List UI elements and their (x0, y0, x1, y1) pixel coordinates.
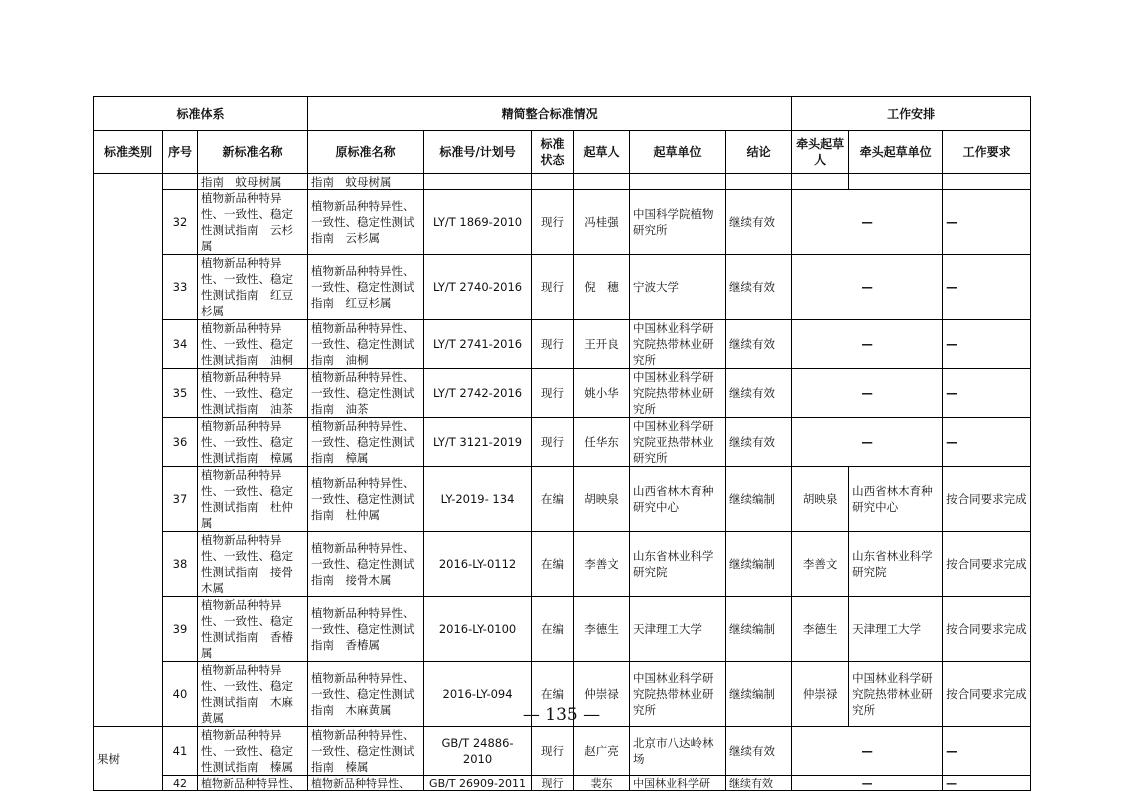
cell-drafter: 赵广亮 (574, 727, 630, 776)
cell-seq: 42 (163, 776, 198, 791)
cell-number: GB/T 24886-2010 (424, 727, 532, 776)
cell-new-name: 植物新品种特异性、 (198, 776, 308, 791)
col-orig-name: 原标准名称 (308, 131, 424, 174)
cell-seq: 36 (163, 418, 198, 467)
cell-seq (163, 174, 198, 190)
cell-seq: 34 (163, 320, 198, 369)
cell-conclusion: 继续编制 (726, 532, 792, 597)
cell-unit (630, 174, 726, 190)
cell-requirement: — (943, 727, 1031, 776)
col-status: 标准状态 (532, 131, 574, 174)
cell-lead-unit: 山西省林木育种研究中心 (849, 467, 943, 532)
cell-conclusion: 继续有效 (726, 320, 792, 369)
cell-status: 在编 (532, 467, 574, 532)
table-row (94, 597, 1031, 662)
cell-unit: 中国林业科学研究院热带林业研究所 (630, 369, 726, 418)
col-category: 标准类别 (94, 131, 163, 174)
cell-unit: 山东省林业科学研究院 (630, 532, 726, 597)
cell-new-name: 植物新品种特异性、一致性、稳定性测试指南 木麻黄属 (198, 662, 308, 727)
category-cell: 果树 (94, 727, 163, 791)
table-row (94, 320, 1031, 369)
table-row (94, 255, 1031, 320)
cell-seq: 40 (163, 662, 198, 727)
cell-requirement: — (943, 418, 1031, 467)
cell-drafter: 李善文 (574, 532, 630, 597)
cell-number: LY/T 3121-2019 (424, 418, 532, 467)
cell-conclusion: 继续有效 (726, 727, 792, 776)
cell-unit: 中国林业科学研究院亚热带林业研究所 (630, 418, 726, 467)
table-row (94, 418, 1031, 467)
cell-lead-drafter: — (792, 776, 943, 791)
cell-seq: 37 (163, 467, 198, 532)
cell-number: 2016-LY-0100 (424, 597, 532, 662)
cell-unit: 北京市八达岭林场 (630, 727, 726, 776)
cell-requirement: 按合同要求完成 (943, 467, 1031, 532)
header-consolidation: 精简整合标准情况 (308, 97, 792, 131)
cell-number: LY/T 2742-2016 (424, 369, 532, 418)
cell-conclusion: 继续有效 (726, 190, 792, 255)
cell-conclusion: 继续编制 (726, 662, 792, 727)
cell-lead-drafter: 李德生 (792, 597, 849, 662)
cell-drafter (574, 174, 630, 190)
cell-orig-name: 植物新品种特异性、一致性、稳定性测试指南 木麻黄属 (308, 662, 424, 727)
cell-status: 在编 (532, 532, 574, 597)
cell-conclusion: 继续有效 (726, 418, 792, 467)
cell-orig-name: 植物新品种特异性、一致性、稳定性测试指南 云杉属 (308, 190, 424, 255)
cell-lead-drafter: 李善文 (792, 532, 849, 597)
cell-drafter: 王开良 (574, 320, 630, 369)
cell-requirement: — (943, 255, 1031, 320)
col-lead-unit: 牵头起草单位 (849, 131, 943, 174)
page-number: — 135 — (522, 705, 601, 725)
cell-requirement: 按合同要求完成 (943, 597, 1031, 662)
category-cell (94, 174, 163, 727)
cell-unit: 中国林业科学研究院热带林业研究所 (630, 320, 726, 369)
cell-seq: 41 (163, 727, 198, 776)
cell-lead-unit: 中国林业科学研究院热带林业研究所 (849, 662, 943, 727)
cell-status: 现行 (532, 727, 574, 776)
cell-number: 2016-LY-094 (424, 662, 532, 727)
col-requirement: 工作要求 (943, 131, 1031, 174)
col-seq: 序号 (163, 131, 198, 174)
cell-new-name: 植物新品种特异性、一致性、稳定性测试指南 红豆杉属 (198, 255, 308, 320)
cell-status: 现行 (532, 369, 574, 418)
cell-orig-name: 植物新品种特异性、一致性、稳定性测试指南 油桐 (308, 320, 424, 369)
cell-orig-name: 指南 蚊母树属 (308, 174, 424, 190)
standards-table (93, 96, 1031, 791)
cell-orig-name: 植物新品种特异性、一致性、稳定性测试指南 红豆杉属 (308, 255, 424, 320)
header-work-arrangement: 工作安排 (792, 97, 1031, 131)
cell-requirement: — (943, 190, 1031, 255)
cell-lead-drafter: — (792, 727, 943, 776)
table-row (94, 190, 1031, 255)
cell-drafter: 倪 穗 (574, 255, 630, 320)
cell-status (532, 174, 574, 190)
cell-requirement: — (943, 369, 1031, 418)
cell-requirement: 按合同要求完成 (943, 662, 1031, 727)
cell-conclusion: 继续编制 (726, 467, 792, 532)
cell-unit: 山西省林木育种研究中心 (630, 467, 726, 532)
cell-lead-drafter: 胡映泉 (792, 467, 849, 532)
cell-number: LY-2019- 134 (424, 467, 532, 532)
col-number: 标准号/计划号 (424, 131, 532, 174)
cell-lead-drafter: 仲崇禄 (792, 662, 849, 727)
cell-unit: 中国林业科学研 (630, 776, 726, 791)
cell-conclusion (726, 174, 792, 190)
cell-conclusion: 继续编制 (726, 597, 792, 662)
cell-status: 现行 (532, 190, 574, 255)
cell-lead-drafter: — (792, 418, 943, 467)
cell-seq: 33 (163, 255, 198, 320)
cell-orig-name: 植物新品种特异性、一致性、稳定性测试指南 油茶 (308, 369, 424, 418)
cell-new-name: 植物新品种特异性、一致性、稳定性测试指南 油桐 (198, 320, 308, 369)
cell-seq: 35 (163, 369, 198, 418)
cell-drafter: 仲崇禄 (574, 662, 630, 727)
cell-lead-drafter: — (792, 255, 943, 320)
cell-conclusion: 继续有效 (726, 776, 792, 791)
cell-lead-drafter (792, 174, 849, 190)
cell-lead-drafter: — (792, 320, 943, 369)
cell-orig-name: 植物新品种特异性、一致性、稳定性测试指南 接骨木属 (308, 532, 424, 597)
col-conclusion: 结论 (726, 131, 792, 174)
cell-drafter: 胡映泉 (574, 467, 630, 532)
cell-status: 在编 (532, 597, 574, 662)
cell-conclusion: 继续有效 (726, 369, 792, 418)
header-standard-system: 标准体系 (94, 97, 308, 131)
cell-unit: 天津理工大学 (630, 597, 726, 662)
continuation-row (94, 174, 1031, 190)
cell-number: GB/T 26909-2011 (424, 776, 532, 791)
cell-unit: 中国林业科学研究院热带林业研究所 (630, 662, 726, 727)
cell-new-name: 植物新品种特异性、一致性、稳定性测试指南 杜仲属 (198, 467, 308, 532)
cell-seq: 38 (163, 532, 198, 597)
col-drafter: 起草人 (574, 131, 630, 174)
table-row (94, 532, 1031, 597)
cell-status: 在编 (532, 662, 574, 727)
col-unit: 起草单位 (630, 131, 726, 174)
cell-lead-unit (849, 174, 943, 190)
cell-conclusion: 继续有效 (726, 255, 792, 320)
cell-number: LY/T 1869-2010 (424, 190, 532, 255)
header-group-row (94, 97, 1031, 131)
cell-seq: 32 (163, 190, 198, 255)
cell-number: LY/T 2740-2016 (424, 255, 532, 320)
header-column-row (94, 131, 1031, 174)
cell-requirement: 按合同要求完成 (943, 532, 1031, 597)
cell-status: 现行 (532, 320, 574, 369)
cell-unit: 中国科学院植物研究所 (630, 190, 726, 255)
cell-seq: 39 (163, 597, 198, 662)
col-lead-drafter: 牵头起草人 (792, 131, 849, 174)
cell-requirement: — (943, 776, 1031, 791)
cell-new-name: 植物新品种特异性、一致性、稳定性测试指南 油茶 (198, 369, 308, 418)
cell-status: 现行 (532, 255, 574, 320)
cell-new-name: 植物新品种特异性、一致性、稳定性测试指南 接骨木属 (198, 532, 308, 597)
cell-lead-unit: 山东省林业科学研究院 (849, 532, 943, 597)
cell-orig-name: 植物新品种特异性、 (308, 776, 424, 791)
cell-number (424, 174, 532, 190)
table-row (94, 467, 1031, 532)
cell-drafter: 裴东 (574, 776, 630, 791)
cell-new-name: 植物新品种特异性、一致性、稳定性测试指南 云杉属 (198, 190, 308, 255)
cell-drafter: 冯桂强 (574, 190, 630, 255)
cell-lead-drafter: — (792, 369, 943, 418)
cell-lead-unit: 天津理工大学 (849, 597, 943, 662)
cell-orig-name: 植物新品种特异性、一致性、稳定性测试指南 香椿属 (308, 597, 424, 662)
cell-new-name: 指南 蚊母树属 (198, 174, 308, 190)
table-row (94, 369, 1031, 418)
cell-requirement: — (943, 320, 1031, 369)
table-row (94, 727, 1031, 776)
table-row (94, 776, 1031, 791)
cell-new-name: 植物新品种特异性、一致性、稳定性测试指南 香椿属 (198, 597, 308, 662)
cell-status: 现行 (532, 418, 574, 467)
cell-status: 现行 (532, 776, 574, 791)
cell-drafter: 李德生 (574, 597, 630, 662)
cell-new-name: 植物新品种特异性、一致性、稳定性测试指南 榛属 (198, 727, 308, 776)
cell-new-name: 植物新品种特异性、一致性、稳定性测试指南 樟属 (198, 418, 308, 467)
cell-orig-name: 植物新品种特异性、一致性、稳定性测试指南 杜仲属 (308, 467, 424, 532)
cell-drafter: 任华东 (574, 418, 630, 467)
cell-number: 2016-LY-0112 (424, 532, 532, 597)
cell-orig-name: 植物新品种特异性、一致性、稳定性测试指南 榛属 (308, 727, 424, 776)
cell-unit: 宁波大学 (630, 255, 726, 320)
cell-number: LY/T 2741-2016 (424, 320, 532, 369)
col-new-name: 新标准名称 (198, 131, 308, 174)
cell-requirement (943, 174, 1031, 190)
cell-lead-drafter: — (792, 190, 943, 255)
cell-orig-name: 植物新品种特异性、一致性、稳定性测试指南 樟属 (308, 418, 424, 467)
cell-drafter: 姚小华 (574, 369, 630, 418)
